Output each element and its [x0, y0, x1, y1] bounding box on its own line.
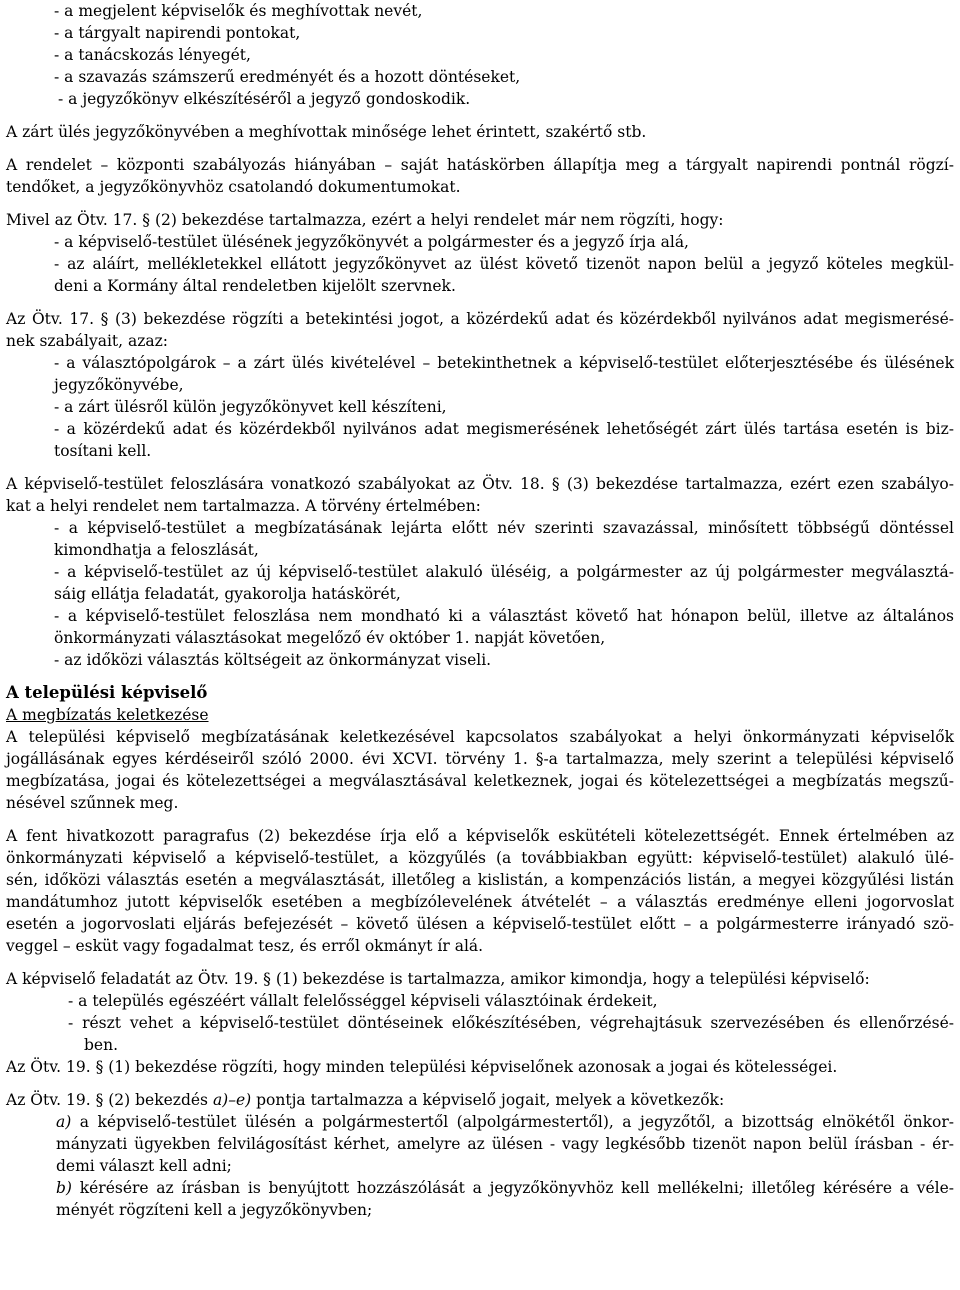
section-subheading: A megbízatás keletkezése: [6, 706, 209, 724]
list-item: [6, 1111, 954, 1133]
paragraph-line: A fent hivatkozott paragrafus (2) bekezdése írja elő a képviselők eskütételi kötelezettségét. Ennek értelmében az: [6, 827, 954, 845]
paragraph-otv-17-2: [6, 209, 954, 297]
paragraph-line: A rendelet – központi szabályozás hiányában – saját hatáskörben állapítja meg a tárgyalt napirendi pontnál rögzí-: [6, 156, 954, 174]
list-item: - a jegyzőkönyv elkészítéséről a jegyző gondoskodik.: [58, 90, 471, 108]
paragraph-line: mandátumhoz jutott képviselők esetében a megbízólevelének átvételét – a választás eredménye elleni jogorvoslat: [6, 893, 954, 911]
list-item-continuation: mányzati ügyekben felvilágosítást kérhet, amelyre az ülésen - vagy legkésőbb tizenöt napon belül írásban - ér-: [56, 1135, 954, 1153]
list-item: - a tárgyalt napirendi pontokat,: [54, 24, 301, 42]
list-item: - az aláírt, mellékletekkel ellátott jegyzőkönyvet az ülést követő tizenöt napon belül a jegyző köteles megkül-: [54, 255, 954, 273]
paragraph-line: A képviselő-testület feloszlására vonatkozó szabályokat az Ötv. 18. § (3) bekezdése tartalmazza, ezért ezen szabályo-: [6, 475, 954, 493]
list-item-continuation: deni a Kormány által rendeletben kijelölt szervnek.: [54, 277, 456, 295]
paragraph-duties: [6, 968, 954, 1078]
item-marker: a): [56, 1113, 72, 1131]
list-item-continuation: ményét rögzíteni kell a jegyzőkönyvben;: [56, 1201, 373, 1219]
paragraph-rights: [6, 1089, 954, 1221]
paragraph-line: A képviselő feladatát az Ötv. 19. § (1) bekezdése is tartalmazza, amikor kimondja, hogy a települési képviselő:: [6, 970, 870, 988]
list-minutes-contents: [6, 0, 954, 110]
list-item: - a választópolgárok – a zárt ülés kivételével – betekinthetnek a képviselő-testület előterjesztésébe és ülésének: [54, 354, 954, 372]
paragraph-line: Az Ötv. 17. § (3) bekezdése rögzíti a betekintési jogot, a közérdekű adat és közérdekből nyilvános adat megismerésé-: [6, 310, 954, 328]
list-item: - a képviselő-testület feloszlása nem mondható ki a választást követő hat hónapon belül, illetve az általános: [54, 607, 954, 625]
paragraph-line: kat a helyi rendelet nem tartalmazza. A törvény értelmében:: [6, 497, 481, 515]
paragraph-line: Mivel az Ötv. 17. § (2) bekezdése tartalmazza, ezért a helyi rendelet már nem rögzíti, hogy:: [6, 211, 724, 229]
paragraph-line: megbízatása, jogai és kötelezettségei a megválasztásával keletkeznek, jogai és kötelezettségei a megbízatás megszű-: [6, 772, 954, 790]
list-item: - a képviselő-testület a megbízatásának lejárta előtt név szerinti szavazással, minősített többségű döntéssel: [54, 519, 954, 537]
paragraph-line: tendőket, a jegyzőkönyvhöz csatolandó dokumentumokat.: [6, 178, 461, 196]
section-heading: A települési képviselő: [6, 683, 208, 702]
list-item: - az időközi választás költségeit az önkormányzat viseli.: [54, 651, 492, 669]
list-item: - a megjelent képviselők és meghívottak nevét,: [54, 2, 423, 20]
paragraph-line: [6, 1089, 954, 1111]
text-run: Az Ötv. 19. § (2) bekezdés: [6, 1091, 213, 1109]
paragraph-line: nek szabályait, azaz:: [6, 332, 169, 350]
list-item: - a tanácskozás lényegét,: [54, 46, 251, 64]
paragraph-line: A települési képviselő megbízatásának keletkezésével kapcsolatos szabályokat a helyi önkormányzati képviselők: [6, 728, 954, 746]
list-item-continuation: sáig ellátja feladatát, gyakorolja hatáskörét,: [54, 585, 401, 603]
list-item: - a képviselő-testület az új képviselő-testület alakuló üléséig, a polgármester az új polgármester megválasztá-: [54, 563, 954, 581]
paragraph-line: nésével szűnnek meg.: [6, 794, 179, 812]
text-run-italic: a)–e): [212, 1091, 252, 1109]
list-item-continuation: tosítani kell.: [54, 442, 152, 460]
paragraph-line: veggel – esküt vagy fogadalmat tesz, és erről okmányt ír alá.: [6, 937, 484, 955]
text-run: kérésére az írásban is benyújtott hozzászólását a jegyzőkönyvhöz kell mellékelni; illetőleg kérésére a véle-: [71, 1179, 954, 1197]
list-item: - a közérdekű adat és közérdekből nyilvános adat megismerésének lehetőségét zárt ülés tartása esetén is biz-: [54, 420, 954, 438]
list-item: - részt vehet a képviselő-testület döntéseinek előkészítésében, végrehajtásuk szervezésében és ellenőrzésé-: [68, 1014, 954, 1032]
paragraph-dissolution: [6, 473, 954, 671]
paragraph-line: jogállásának egyes kérdéseiről szóló 2000. évi XCVI. törvény 1. §-a tartalmazza, mely szerint a települési képviselő: [6, 750, 954, 768]
list-item-continuation: önkormányzati választásokat megelőző év október 1. napját követően,: [54, 629, 606, 647]
list-item-continuation: ben.: [84, 1036, 119, 1054]
text-run: a képviselő-testület ülésén a polgármestertől (alpolgármestertől), a jegyzőtől, a bizottság elnökétől önkor-: [71, 1113, 954, 1131]
paragraph-otv-17-3: [6, 308, 954, 462]
list-item-continuation: demi választ kell adni;: [56, 1157, 232, 1175]
paragraph-line: sén, időközi választás esetén a megválasztását, illetőleg a kislistán, a kompenzációs listán, a megyei közgyűlési listán: [6, 871, 954, 889]
list-item: - a település egészéért vállalt felelősséggel képviseli választóinak érdekeit,: [68, 992, 658, 1010]
list-item: - a zárt ülésről külön jegyzőkönyvet kell készíteni,: [54, 398, 447, 416]
paragraph-regulation: [6, 154, 954, 198]
list-item: - a képviselő-testület ülésének jegyzőkönyvét a polgármester és a jegyző írja alá,: [54, 233, 689, 251]
item-marker: b): [56, 1179, 72, 1197]
paragraph-oath: [6, 825, 954, 957]
list-item-continuation: jegyzőkönyvébe,: [54, 376, 184, 394]
list-item: [6, 1177, 954, 1199]
list-item-continuation: kimondhatja a feloszlását,: [54, 541, 259, 559]
paragraph-mandate: [6, 726, 954, 814]
paragraph-closed-session: A zárt ülés jegyzőkönyvében a meghívottak minősége lehet érintett, szakértő stb.: [6, 123, 647, 141]
paragraph-line: esetén a jogorvoslati eljárás befejezését – követő ülésen a képviselő-testület előtt – a polgármesterre irányadó szö-: [6, 915, 954, 933]
list-item: - a szavazás számszerű eredményét és a hozott döntéseket,: [54, 68, 521, 86]
paragraph-line: Az Ötv. 19. § (1) bekezdése rögzíti, hogy minden települési képviselőnek azonosak a jogai és kötelességei.: [6, 1058, 838, 1076]
paragraph-line: önkormányzati képviselő a képviselő-testület, a közgyűlés (a továbbiakban együtt: képviselő-testület) alakuló ülé-: [6, 849, 954, 867]
text-run: pontja tartalmazza a képviselő jogait, melyek a következők:: [251, 1091, 725, 1109]
